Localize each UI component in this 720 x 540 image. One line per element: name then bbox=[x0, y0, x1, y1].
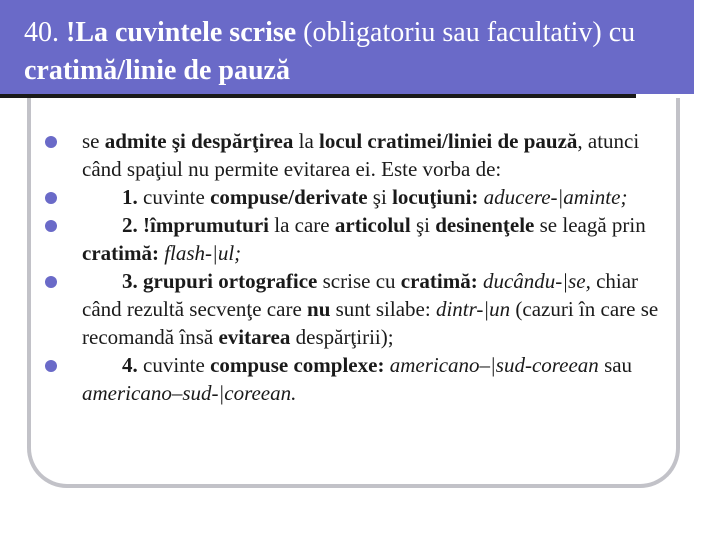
item-text-run: 2. !împrumuturi bbox=[122, 213, 269, 237]
bullet-item bbox=[48, 351, 676, 407]
item-text-run: şi bbox=[367, 185, 393, 209]
item-text-run: ducându-|se, bbox=[477, 269, 591, 293]
item-text-run: despărţirea bbox=[191, 129, 294, 153]
item-text-run: se bbox=[82, 129, 105, 153]
item-text-run: cuvinte bbox=[137, 353, 211, 377]
item-text-run: sau bbox=[598, 353, 633, 377]
item-text-run: compuse complexe: bbox=[210, 353, 385, 377]
item-text-run: nu bbox=[307, 297, 331, 321]
item-text-run: cuvinte bbox=[137, 185, 211, 209]
item-text-run: şi bbox=[410, 213, 436, 237]
bullet-dot-icon bbox=[45, 276, 57, 288]
bullet-list bbox=[48, 127, 676, 407]
item-text-run: locul cratimei/liniei de pauză bbox=[319, 129, 578, 153]
item-text-run: locuţiuni: bbox=[392, 185, 479, 209]
item-text-run: la care bbox=[269, 213, 335, 237]
item-text-run: 1. bbox=[122, 185, 138, 209]
title-normal-part: (obligatoriu sau facultativ) cu bbox=[296, 17, 636, 48]
bullet-item bbox=[48, 127, 676, 183]
item-text-run: chiar când rezultă secvenţe care bbox=[82, 269, 639, 321]
item-text-run: americano–sud-|coreean. bbox=[82, 381, 297, 405]
item-text-run: sunt silabe: bbox=[330, 297, 436, 321]
item-text-run: 3. grupuri ortografice bbox=[122, 269, 318, 293]
item-text-run: americano–|sud-coreean bbox=[384, 353, 599, 377]
item-text-run: 4. bbox=[122, 353, 138, 377]
title-bold-part: !La cuvintele scrise bbox=[66, 17, 297, 48]
item-text-run: scrise cu bbox=[317, 269, 401, 293]
slide-title bbox=[24, 14, 684, 90]
item-text-run: despărţirii); bbox=[290, 325, 394, 349]
item-text-run: cratimă: bbox=[400, 269, 478, 293]
bullet-dot-icon bbox=[45, 220, 57, 232]
item-text-run: se leagă prin bbox=[534, 213, 646, 237]
item-text-run: , atunci când spaţiul nu permite evitarea ei. Este vorba de: bbox=[82, 129, 640, 181]
item-text-run: cratimă: bbox=[82, 241, 159, 265]
bullet-dot-icon bbox=[45, 192, 57, 204]
item-text-run: articolul bbox=[334, 213, 411, 237]
bullet-item bbox=[48, 183, 676, 211]
item-text-run: şi bbox=[171, 129, 186, 153]
title-bold-part-2: cratimă/linie de pauză bbox=[24, 55, 290, 86]
item-text-run: evitarea bbox=[218, 325, 291, 349]
title-number: 40. bbox=[24, 17, 59, 48]
item-text-run: flash-|ul; bbox=[158, 241, 242, 265]
item-text-run: compuse/derivate bbox=[210, 185, 368, 209]
item-text-run: la bbox=[293, 129, 320, 153]
bullet-item bbox=[48, 211, 676, 267]
bullet-dot-icon bbox=[45, 360, 57, 372]
item-text-run: dintr-|un bbox=[435, 297, 511, 321]
item-text-run: (cazuri în care se recomandă însă bbox=[82, 297, 659, 349]
bullet-item bbox=[48, 267, 676, 351]
bullet-dot-icon bbox=[45, 136, 57, 148]
item-text-run: desinenţele bbox=[435, 213, 535, 237]
item-text-run: admite bbox=[104, 129, 167, 153]
item-text-run: aducere-|aminte; bbox=[478, 185, 628, 209]
